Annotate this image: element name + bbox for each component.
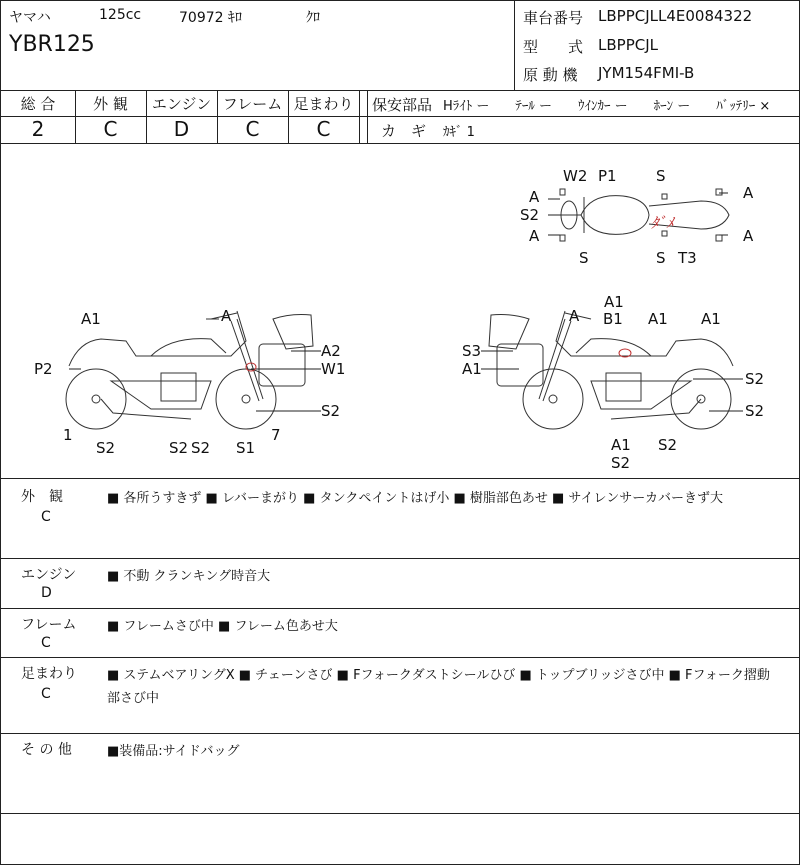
label-left-s2: S2 <box>96 439 116 457</box>
label-left-1: 1 <box>63 426 73 444</box>
label-right-s2: S2 <box>745 370 765 388</box>
label-top-s: S <box>656 167 666 185</box>
label-right-a: A <box>569 307 580 325</box>
notes-text-suspension-cont: 部さび中 <box>107 691 160 706</box>
maker: ヤマハ <box>9 10 51 26</box>
notes-grade-frame: C <box>41 635 51 651</box>
label-top-s: S <box>579 249 589 267</box>
divider <box>1 813 799 814</box>
label-top-w2: W2 <box>563 167 588 185</box>
label-top-a: A <box>743 184 754 202</box>
type-label: 型 式 <box>523 38 584 56</box>
key-value: ｶｷﾞ 1 <box>443 125 475 140</box>
label-left-s1: S1 <box>236 439 256 457</box>
notes-label-frame: フレーム <box>21 617 77 633</box>
grade-header-exterior: 外 観 <box>93 95 128 113</box>
notes-text-suspension: ■ ステムベアリングX ■ チェーンさび ■ Fフォークダストシールひび ■ トップブリッジさび中 ■ Fフォーク摺動 <box>107 668 770 683</box>
frame-no-label: 車台番号 <box>523 9 584 27</box>
notes-text-frame: ■ フレームさび中 ■ フレーム色あせ大 <box>107 619 338 634</box>
grade-header-suspension: 足まわり <box>293 95 354 113</box>
mileage: 70972 ｷﾛ <box>179 10 242 26</box>
label-right-s2: S2 <box>658 436 678 454</box>
safety-label: 保安部品 <box>372 96 433 114</box>
label-right-a1: A1 <box>648 310 668 328</box>
label-right-a1: A1 <box>462 360 482 378</box>
notes-label-other: そ の 他 <box>21 742 72 758</box>
notes-label-exterior: 外 観 <box>21 489 63 505</box>
notes-text-engine: ■ 不動 クランキング時音大 <box>107 569 271 584</box>
label-left-s2: S2 <box>169 439 189 457</box>
label-right-a1: A1 <box>701 310 721 328</box>
grade-header-overall: 総 合 <box>20 95 56 113</box>
key-label: カ ギ <box>381 122 427 140</box>
label-right-s2: S2 <box>611 454 631 472</box>
handwriting-mark <box>651 214 676 232</box>
grade-exterior: C <box>103 117 118 141</box>
notes-grade-engine: D <box>41 585 52 601</box>
top-view-bike <box>557 189 729 241</box>
label-right-s3: S3 <box>462 342 482 360</box>
label-left-s2: S2 <box>321 402 341 420</box>
label-left-a1: A1 <box>81 310 101 328</box>
frame-no: LBPPCJLL4E0084322 <box>598 7 753 25</box>
grade-header-engine: エンジン <box>151 95 212 113</box>
label-right-s2: S2 <box>745 402 765 420</box>
notes-text-exterior: ■ 各所うすきず ■ レバーまがり ■ タンクペイントはげ小 ■ 樹脂部色あせ ■ サイレンサーカバーきず大 <box>107 491 723 506</box>
notes-grade-suspension: C <box>41 686 51 702</box>
label-left-a: A <box>221 307 232 325</box>
grade-suspension: C <box>316 117 331 141</box>
right-view-bike <box>489 311 733 429</box>
type-value: LBPPCJL <box>598 36 658 54</box>
label-right-a1: A1 <box>604 293 624 311</box>
label-top-a: A <box>529 188 540 206</box>
label-right-b1: B1 <box>603 310 623 328</box>
label-top-a: A <box>743 227 754 245</box>
model-name: YBR125 <box>9 32 95 57</box>
grade-overall: 2 <box>31 117 45 141</box>
handwriting-text: ﾀﾞﾒ <box>651 214 674 232</box>
label-top-a: A <box>529 227 540 245</box>
label-top-s2: S2 <box>520 206 540 224</box>
notes-text-other: ■装備品:サイドバッグ <box>107 744 240 759</box>
engine-label: 原 動 機 <box>523 66 578 84</box>
label-left-w1: W1 <box>321 360 346 378</box>
label-left-7: 7 <box>271 426 281 444</box>
grade-frame: C <box>245 117 260 141</box>
safety-items: Hﾗｲﾄ ー ﾃｰﾙ ー ｳｲﾝｶｰ ー ﾎｰﾝ ー ﾊﾞｯﾃﾘｰ × <box>443 99 771 114</box>
notes-grade-exterior: C <box>41 509 51 525</box>
label-left-p2: P2 <box>34 360 53 378</box>
divider <box>1 608 799 609</box>
grade-header-frame: フレーム <box>222 95 283 113</box>
notes-label-engine: エンジン <box>21 567 77 583</box>
color: ｸﾛ <box>306 10 320 26</box>
label-right-a1: A1 <box>611 436 631 454</box>
label-top-p1: P1 <box>598 167 617 185</box>
divider <box>1 657 799 658</box>
divider <box>1 733 799 734</box>
divider <box>1 478 799 479</box>
divider <box>1 558 799 559</box>
label-top-t3: T3 <box>678 249 697 267</box>
notes-label-suspension: 足まわり <box>21 666 77 682</box>
label-top-s: S <box>656 249 666 267</box>
label-left-s2: S2 <box>191 439 211 457</box>
damage-diagram <box>1 1 800 866</box>
engine-cc: 125cc <box>99 7 142 23</box>
engine-value: JYM154FMI-B <box>598 64 695 82</box>
label-left-a2: A2 <box>321 342 341 360</box>
grade-engine: D <box>173 117 190 141</box>
